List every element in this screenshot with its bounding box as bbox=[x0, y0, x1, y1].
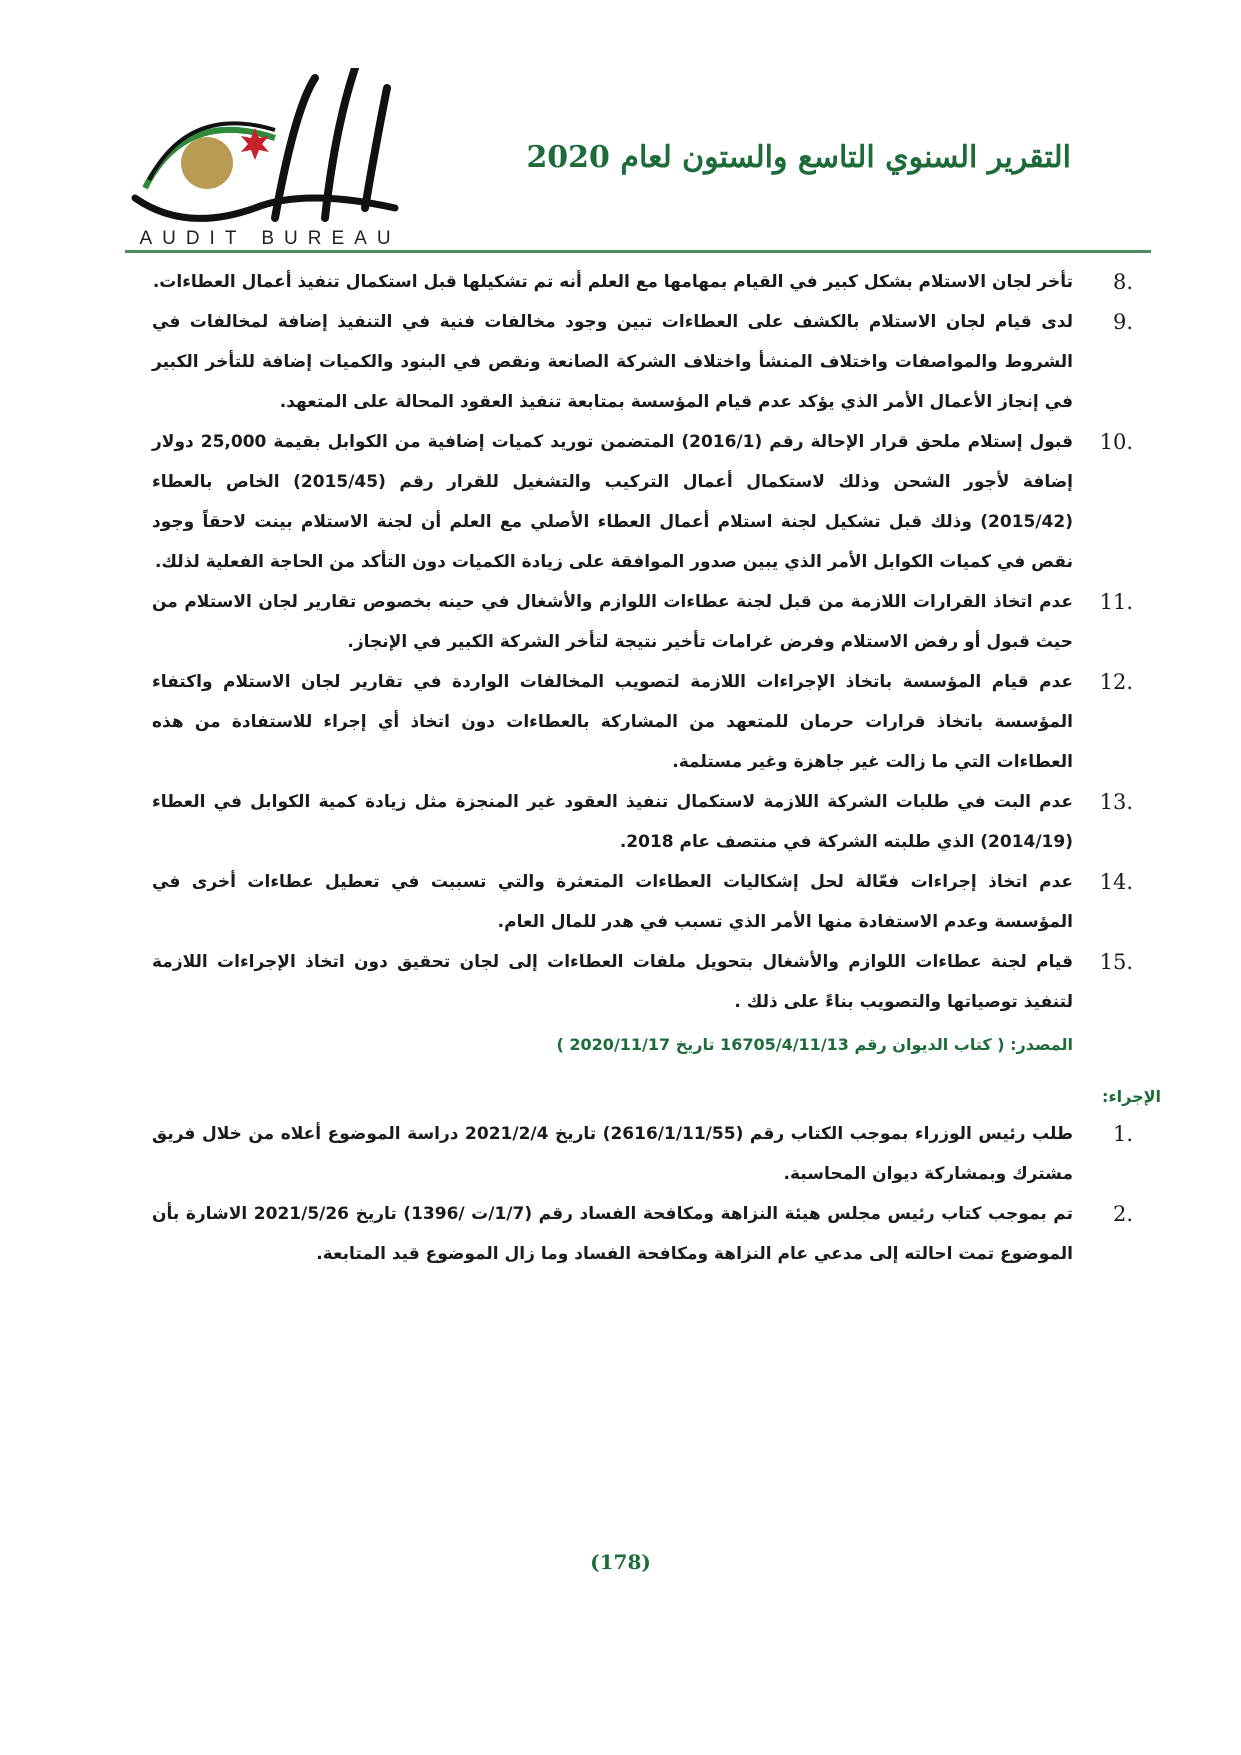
logo-emblem-icon bbox=[125, 68, 415, 228]
item-number-text: 13. bbox=[1099, 790, 1133, 814]
item-number-text: 9. bbox=[1112, 310, 1133, 334]
item-number bbox=[1073, 582, 1141, 662]
item-text: لدى قيام لجان الاستلام بالكشف على العطاءات تبين وجود مخالفات فنية في التنفيذ إضافة لمخالفات في الشروط والمواصفات واختلاف المنشأ واختلاف الشركة الصانعة ونقص في البنود والكميات إضافة للتأخر الكبير في إنجاز الأعمال الأمر الذي يؤكد عدم قيام المؤسسة بمتابعة تنفيذ العقود المحالة على المتعهد. bbox=[152, 312, 1073, 412]
logo-english-text: AUDIT BUREAU bbox=[139, 228, 401, 249]
item-number bbox=[1073, 1194, 1141, 1274]
item-number-text: 15. bbox=[1099, 950, 1133, 974]
item-number-text: 14. bbox=[1099, 870, 1133, 894]
page-number: (178) bbox=[590, 1550, 651, 1574]
item-number bbox=[1073, 302, 1141, 422]
list-item bbox=[152, 582, 1141, 662]
item-number-text: 11. bbox=[1099, 590, 1133, 614]
item-text: عدم البت في طلبات الشركة اللازمة لاستكمال تنفيذ العقود غير المنجزة مثل زيادة كمية الكوابل في العطاء (2014/19) الذي طلبته الشركة في منتصف عام 2018. bbox=[152, 792, 1073, 852]
item-number-text: 1. bbox=[1112, 1122, 1133, 1146]
source-reference: المصدر: ( كتاب الديوان رقم 16705/4/11/13 تاريخ 2020/11/17 ) bbox=[556, 1035, 1073, 1054]
list-item bbox=[152, 662, 1141, 782]
audit-bureau-logo bbox=[125, 68, 415, 250]
item-text: عدم اتخاذ إجراءات فعّالة لحل إشكاليات العطاءات المتعثرة والتي تسببت في تعطيل عطاءات أخرى في المؤسسة وعدم الاستفادة منها الأمر الذي تسبب في هدر للمال العام. bbox=[152, 872, 1073, 932]
list-item bbox=[152, 782, 1141, 862]
item-text: عدم اتخاذ القرارات اللازمة من قبل لجنة عطاءات اللوازم والأشغال في حينه بخصوص تقارير لجان الاستلام من حيث قبول أو رفض الاستلام وفرض غرامات تأخير نتيجة لتأخر الشركة الكبير في الإنجاز. bbox=[152, 592, 1073, 652]
item-text: قبول إستلام ملحق قرار الإحالة رقم (2016/1) المتضمن توريد كميات إضافية من الكوابل بقيمة 25,000 دولار إضافة لأجور الشحن وذلك لاستكمال أعمال التركيب والتشغيل للقرار رقم (2015/45) الخاص بالعطاء (2015/42) وذلك قبل تشكيل لجنة استلام أعمال العطاء الأصلي مع العلم أن لجنة الاستلام بينت لاحقاً وجود نقص في كميات الكوابل الأمر الذي يبين صدور الموافقة على زيادة الكميات دون التأكد من الحاجة الفعلية لذلك. bbox=[152, 432, 1074, 572]
list-item bbox=[152, 422, 1141, 582]
findings-list bbox=[152, 262, 1141, 1022]
item-text: قيام لجنة عطاءات اللوازم والأشغال بتحويل ملفات العطاءات إلى لجان تحقيق دون اتخاذ الإجراءات اللازمة لتنفيذ توصياتها والتصويب بناءً على ذلك . bbox=[152, 952, 1073, 1012]
list-item bbox=[152, 942, 1141, 1022]
item-number bbox=[1073, 862, 1141, 942]
action-list bbox=[152, 1114, 1141, 1274]
item-text: تأخر لجان الاستلام بشكل كبير في القيام بمهامها مع العلم أنه تم تشكيلها قبل استكمال تنفيذ أعمال العطاءات. bbox=[152, 272, 1073, 292]
item-number bbox=[1073, 942, 1141, 1022]
item-number-text: 2. bbox=[1112, 1202, 1133, 1226]
report-title: التقرير السنوي التاسع والستون لعام 2020 bbox=[526, 140, 1071, 175]
list-item bbox=[152, 1194, 1141, 1274]
item-number bbox=[1073, 782, 1141, 862]
item-number bbox=[1073, 422, 1141, 582]
item-number-text: 10. bbox=[1099, 430, 1133, 454]
item-text: طلب رئيس الوزراء بموجب الكتاب رقم (2616/1/11/55) تاريخ 2021/2/4 دراسة الموضوع أعلاه من خلال فريق مشترك وبمشاركة ديوان المحاسبة. bbox=[152, 1124, 1073, 1184]
list-item bbox=[152, 262, 1141, 302]
item-number-text: 12. bbox=[1099, 670, 1133, 694]
item-number bbox=[1073, 662, 1141, 782]
item-number-text: 8. bbox=[1112, 270, 1133, 294]
list-item bbox=[152, 862, 1141, 942]
item-number bbox=[1073, 262, 1141, 302]
list-item bbox=[152, 302, 1141, 422]
header-divider bbox=[125, 250, 1151, 253]
action-heading: الإجراء: bbox=[1102, 1087, 1161, 1106]
list-item bbox=[152, 1114, 1141, 1194]
document-body bbox=[152, 262, 1161, 1274]
item-text: عدم قيام المؤسسة باتخاذ الإجراءات اللازمة لتصويب المخالفات الواردة في تقارير لجان الاستلام واكتفاء المؤسسة باتخاذ قرارات حرمان للمتعهد من المشاركة بالعطاءات دون اتخاذ أي إجراء للاستفادة من هذه العطاءات التي ما زالت غير جاهزة وغير مستلمة. bbox=[152, 672, 1073, 772]
item-text: تم بموجب كتاب رئيس مجلس هيئة النزاهة ومكافحة الفساد رقم (1/7/ت /1396) تاريخ 2021/5/26 الاشارة بأن الموضوع تمت احالته إلى مدعي عام النزاهة ومكافحة الفساد وما زال الموضوع قيد المتابعة. bbox=[152, 1204, 1073, 1264]
item-number bbox=[1073, 1114, 1141, 1194]
